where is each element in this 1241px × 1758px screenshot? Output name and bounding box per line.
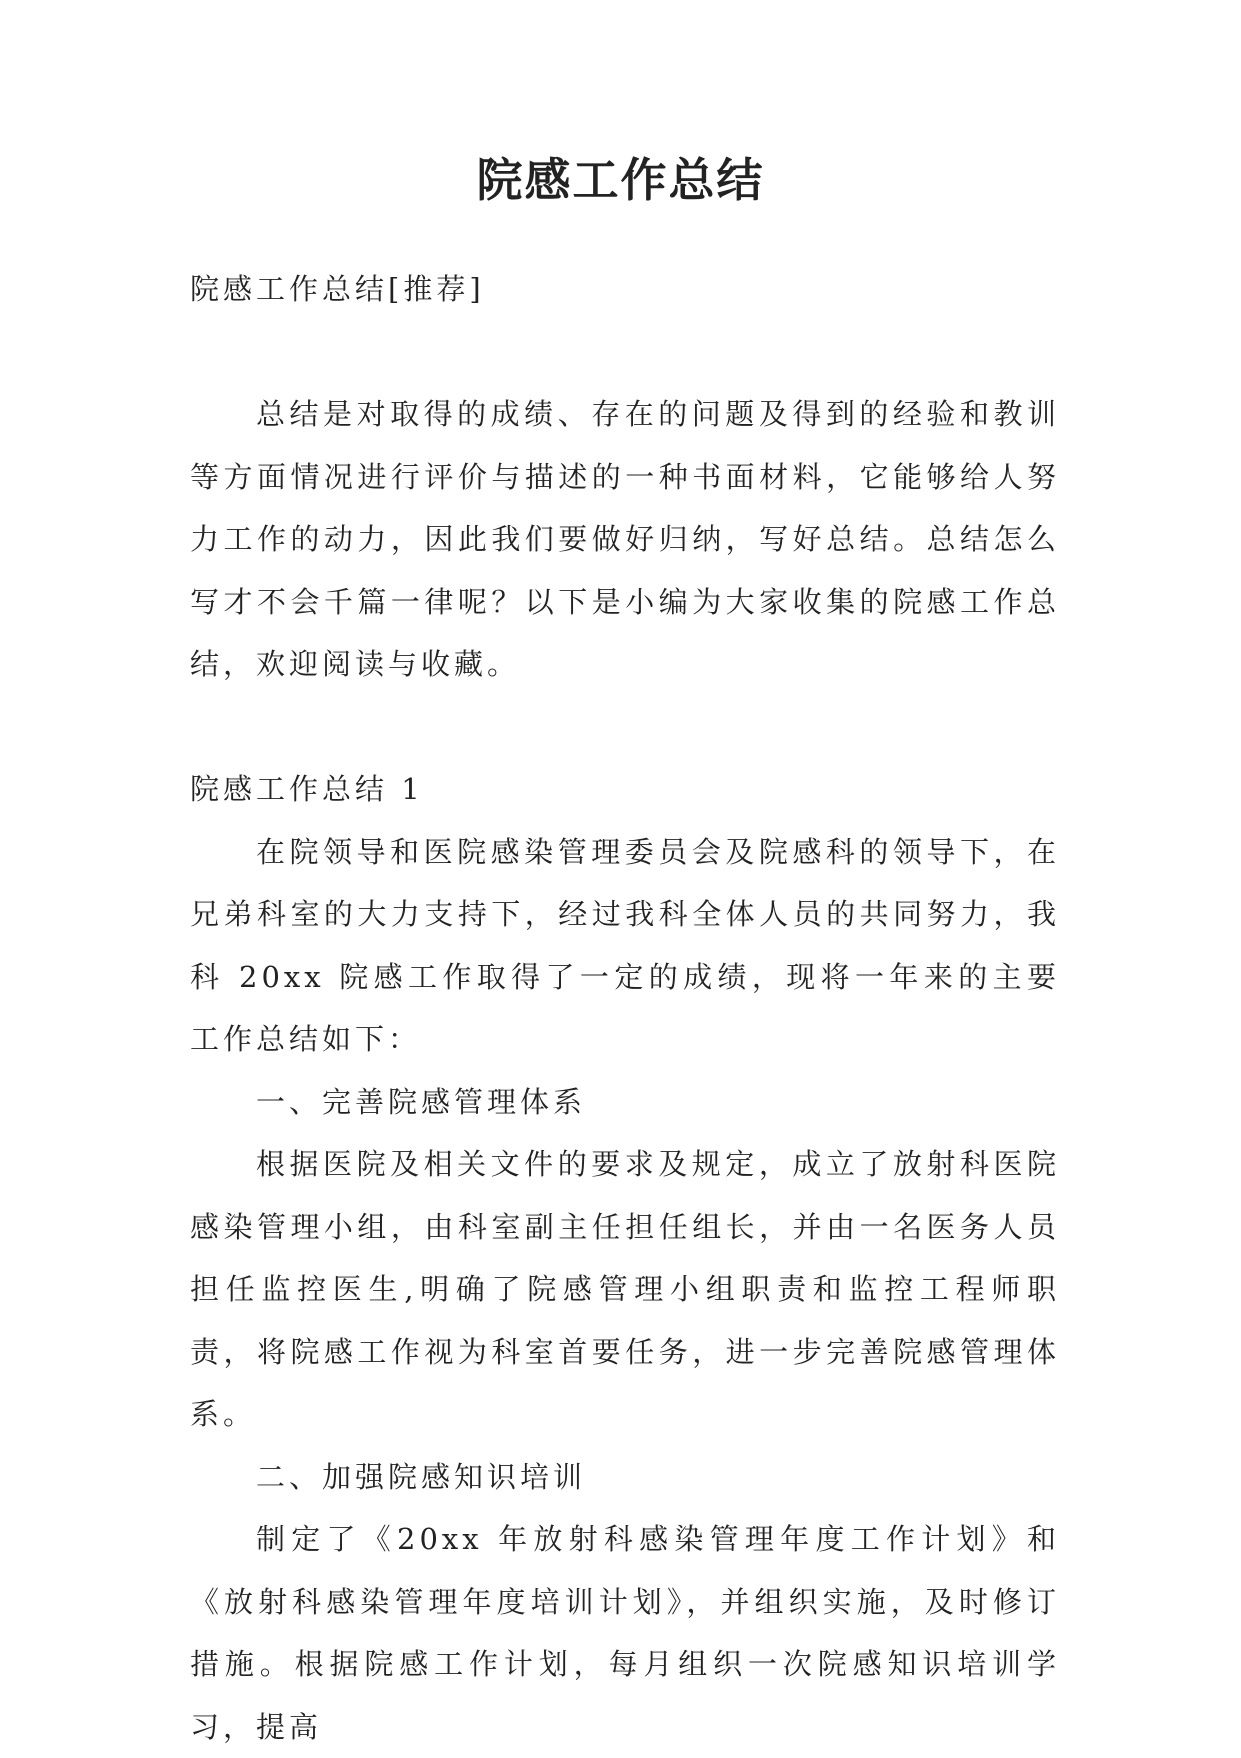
item-text-1: 根据医院及相关文件的要求及规定，成立了放射科医院感染管理小组，由科室副主任担任组长，并由一名医务人员担任监控医生,明确了院感管理小组职责和监控工程师职责，将院感工作视为科室首要任务，进一步完善院感管理体系。: [190, 1147, 1060, 1431]
section-heading: 院感工作总结 1: [190, 772, 424, 806]
intro-paragraph: 总结是对取得的成绩、存在的问题及得到的经验和教训等方面情况进行评价与描述的一种书面材料，它能够给人努力工作的动力，因此我们要做好归纳，写好总结。总结怎么写才不会千篇一律呢？以下是小编为大家收集的院感工作总结，欢迎阅读与收藏。: [190, 397, 1060, 681]
section-paragraph: 在院领导和医院感染管理委员会及院感科的领导下，在兄弟科室的大力支持下，经过我科全体人员的共同努力，我科 20xx 院感工作取得了一定的成绩，现将一年来的主要工作总结如下：: [190, 834, 1060, 1056]
document-title: 院感工作总结: [476, 153, 765, 207]
item-heading-1: 一、完善院感管理体系: [256, 1084, 587, 1119]
document-body: [190, 258, 1060, 1758]
item-heading-2: 二、加强院感知识培训: [256, 1459, 587, 1494]
document-subtitle: 院感工作总结[推荐]: [190, 272, 485, 306]
spacer: [190, 321, 1060, 384]
spacer: [190, 696, 1060, 759]
item-text-2: 制定了《20xx 年放射科感染管理年度工作计划》和《放射科感染管理年度培训计划》，并组织实施，及时修订措施。根据院感工作计划，每月组织一次院感知识培训学习，提高: [190, 1522, 1060, 1744]
